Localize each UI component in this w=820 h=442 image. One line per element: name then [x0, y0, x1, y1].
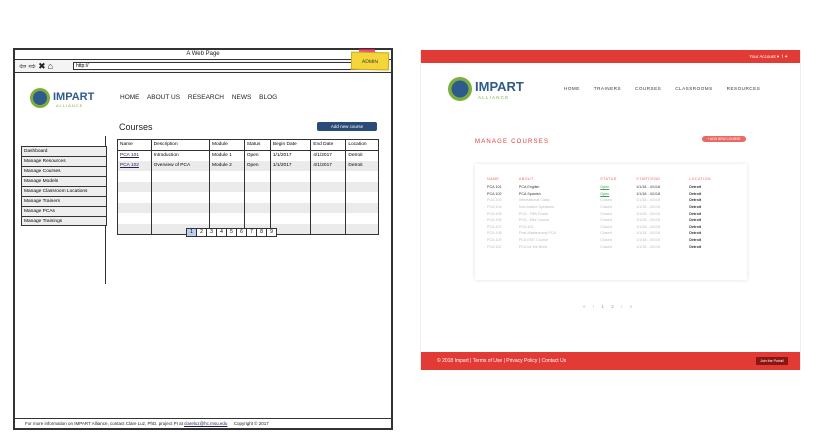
col-name[interactable]: Name	[118, 140, 152, 151]
cell-start-end: 1/1/18 - 4/1/18	[636, 198, 661, 203]
cell-about: PCA - Fifth Grade	[518, 211, 549, 216]
cell-status[interactable]: Closed	[600, 211, 612, 216]
col-name[interactable]: NAME	[487, 177, 500, 181]
table-row[interactable]	[487, 204, 737, 211]
cell-name: PCA 107	[487, 224, 502, 229]
footer-email-link[interactable]: clareluz@hc.msu.edu	[184, 421, 228, 426]
sidebar-item-resources[interactable]: Manage Resources	[21, 156, 107, 166]
add-course-button[interactable]: Add new course	[317, 122, 377, 131]
cell-about: PCA for the Blind	[518, 244, 548, 249]
page-6[interactable]: 6	[236, 228, 247, 237]
cell-status[interactable]: Closed	[600, 218, 612, 223]
table-row[interactable]	[487, 224, 737, 231]
footer-links[interactable]: © 2018 Impart | Terms of Use | Privacy Policy | Contact Us	[437, 358, 567, 364]
cell-name: PCA 103	[487, 198, 502, 203]
cell-location: Detroit	[689, 218, 702, 223]
cell-start-end: 1/1/18 - 4/1/18	[636, 244, 661, 249]
col-location[interactable]: Location	[346, 140, 379, 151]
cell-status: Open	[244, 161, 270, 172]
url-field[interactable]: http://	[73, 62, 359, 70]
courses-table	[117, 139, 379, 235]
cell-name: PCA 109	[487, 238, 502, 243]
cell-status[interactable]: Closed	[600, 238, 612, 243]
cell-status[interactable]: Closed	[600, 205, 612, 210]
cell-about: PCA 101	[518, 224, 534, 229]
cell-location: Detroit	[689, 191, 702, 196]
courses-card	[475, 164, 747, 280]
cell-status[interactable]: Open	[600, 185, 610, 190]
wire-logo-text: IMPART	[53, 91, 95, 103]
cell-location: Detroit	[689, 231, 702, 236]
nav-courses[interactable]: COURSES	[635, 86, 662, 91]
col-end-date[interactable]: End Date	[311, 140, 346, 151]
wireframe-logo	[29, 87, 109, 109]
cell-location: Detroit	[689, 185, 702, 190]
wireframe-footer	[15, 418, 391, 428]
cell-location: Detroit	[689, 198, 702, 203]
empty-row	[118, 171, 379, 182]
add-course-button[interactable]: + ADD NEW COURSE	[702, 136, 746, 142]
sidebar-item-dashboard[interactable]: Dashboard	[21, 146, 107, 156]
cell-start-end: 1/1/18 - 4/1/18	[636, 238, 661, 243]
page-2[interactable]: 2	[196, 228, 207, 237]
cell-status[interactable]: Open	[600, 191, 610, 196]
cell-name: PCA 108	[487, 231, 502, 236]
table-row[interactable]	[118, 150, 379, 161]
table-body	[487, 184, 737, 250]
nav-home[interactable]: HOME	[120, 94, 140, 101]
cell-start-end: 1/1/18 - 4/1/18	[636, 205, 661, 210]
footer-text: For more information on IMPART Alliance, contact Clare Luz, PhD, project PI at	[25, 421, 183, 426]
cell-start-end: 1/1/18 - 4/1/18	[636, 185, 661, 190]
cell-location: Detroit	[689, 238, 702, 243]
footer-copyright: Copyright © 2017	[233, 421, 269, 426]
cell-about: PCA English	[518, 185, 540, 190]
table-row[interactable]	[487, 197, 737, 204]
table-row[interactable]	[487, 237, 737, 244]
mock-logo-text: IMPART	[475, 79, 524, 94]
page-9[interactable]: 9	[266, 228, 277, 237]
empty-row	[118, 203, 379, 214]
col-description[interactable]: Description	[151, 140, 209, 151]
nav-blog[interactable]: BLOG	[259, 94, 278, 101]
sidebar-item-locations[interactable]: Manage Classroom Locations	[21, 186, 107, 196]
cell-location: Detroit	[689, 224, 702, 229]
cell-location: Detroit	[346, 161, 379, 172]
page-title: MANAGE COURSES	[475, 139, 550, 145]
cell-location: Detroit	[689, 211, 702, 216]
cell-end-date: 4/1/2017	[311, 161, 346, 172]
cell-name[interactable]	[118, 150, 152, 161]
wireframe-title-bar: A Web Page	[15, 50, 391, 60]
admin-sticky-note: ADMIN	[351, 52, 389, 71]
nav-home[interactable]: HOME	[564, 86, 580, 91]
page-3[interactable]: 3	[206, 228, 217, 237]
course-link[interactable]: PCA 101	[120, 153, 139, 158]
cell-start-end: 1/1/18 - 4/1/18	[636, 191, 661, 196]
table-row[interactable]	[487, 191, 737, 198]
nav-research[interactable]: RESEARCH	[187, 94, 224, 101]
mockup-logo	[447, 76, 533, 102]
cell-status[interactable]: Closed	[600, 198, 612, 203]
facebook-icon[interactable]: f	[781, 54, 783, 59]
nav-resources[interactable]: RESOURCES	[726, 86, 761, 91]
table-row[interactable]	[487, 184, 737, 191]
cell-location: Detroit	[689, 205, 702, 210]
col-start-end[interactable]: START/END	[636, 177, 661, 181]
mockup-page	[420, 50, 801, 370]
page-5[interactable]: 5	[226, 228, 237, 237]
cell-start-end: 1/1/18 - 4/1/18	[636, 218, 661, 223]
cell-location: Detroit	[689, 244, 702, 249]
table-row[interactable]	[487, 210, 737, 217]
cell-status: Open	[244, 150, 270, 161]
empty-row	[118, 192, 379, 203]
page-title: Courses	[119, 122, 153, 132]
cell-about: International Class	[518, 198, 550, 203]
course-link[interactable]: PCA 102	[120, 163, 139, 169]
cell-name: PCA 105	[487, 211, 502, 216]
wireframe-toolbar	[15, 60, 391, 73]
cell-start-end: 1/1/18 - 4/1/18	[636, 224, 661, 229]
cell-name: PCA 106	[487, 218, 502, 223]
browser-nav-icons[interactable]: ⇦⇨✖⌂	[19, 61, 56, 71]
empty-row	[118, 182, 379, 193]
cell-module: Module 2	[210, 161, 245, 172]
mockup-nav	[564, 86, 774, 91]
table-header-row	[487, 174, 737, 184]
col-status[interactable]: Status	[244, 140, 270, 151]
cell-start-end: 1/1/18 - 4/1/18	[636, 211, 661, 216]
page-4[interactable]: 4	[216, 228, 227, 237]
table-row[interactable]	[118, 161, 379, 172]
twitter-icon[interactable]: ✦	[784, 54, 788, 59]
col-about[interactable]: ABOUT	[518, 177, 534, 181]
cell-name[interactable]	[118, 161, 152, 172]
mock-logo-sub: ALLIANCE	[478, 95, 510, 100]
wireframe-window	[13, 48, 393, 430]
courses-table	[487, 174, 737, 250]
admin-sidebar	[21, 146, 107, 226]
sidebar-item-courses[interactable]: Manage Courses	[21, 166, 107, 176]
cell-status[interactable]: Closed	[600, 224, 612, 229]
sidebar-item-models[interactable]: Manage Models	[21, 176, 107, 186]
cell-about: PCA Spanish	[518, 191, 541, 196]
col-location[interactable]: LOCATION	[689, 177, 711, 181]
sidebar-item-trainings[interactable]: Manage Trainings	[21, 216, 107, 226]
cell-start-end: 1/1/18 - 4/1/18	[636, 231, 661, 236]
pagination[interactable]: « ‹ 1 2 › »	[583, 304, 636, 309]
cell-begin-date: 1/1/2017	[270, 150, 310, 161]
cell-about: Non-Native Speakers	[518, 205, 554, 210]
table-row[interactable]	[487, 217, 737, 224]
cell-about: PCA EMT Course	[518, 238, 548, 243]
table-row[interactable]	[487, 230, 737, 237]
cell-description: Overview of PCA	[151, 161, 209, 172]
pagination	[186, 228, 276, 237]
mockup-footer	[421, 352, 800, 370]
cell-status[interactable]: Closed	[600, 231, 612, 236]
nav-about-us[interactable]: ABOUT US	[146, 94, 181, 101]
col-begin-date[interactable]: Begin Date	[270, 140, 310, 151]
table-header-row	[118, 140, 379, 151]
wire-logo-sub: ALLIANCE	[56, 103, 84, 108]
cell-name: PCA 110	[487, 244, 502, 249]
col-module[interactable]: Module	[210, 140, 245, 151]
cell-name: PCA 102	[487, 191, 502, 196]
cell-description: Introduction	[151, 150, 209, 161]
cell-end-date: 4/1/2017	[311, 150, 346, 161]
cell-status[interactable]: Closed	[600, 244, 612, 249]
nav-trainers[interactable]: TRAINERS	[593, 86, 622, 91]
cell-module: Module 1	[210, 150, 245, 161]
wireframe-nav	[120, 94, 283, 101]
page-8[interactable]: 8	[256, 228, 267, 237]
cell-begin-date: 1/1/2017	[270, 161, 310, 172]
mockup-top-bar	[421, 50, 800, 63]
nav-news[interactable]: NEWS	[231, 94, 252, 101]
empty-row	[118, 213, 379, 224]
sidebar-item-pcas[interactable]: Manage PCAs	[21, 206, 107, 216]
cell-name: PCA 101	[487, 185, 502, 190]
cell-about: Post-Mastectomy PCA	[518, 231, 557, 236]
account-menu[interactable]: Your Account ▾	[749, 54, 780, 59]
page-7[interactable]: 7	[246, 228, 257, 237]
nav-classrooms[interactable]: CLASSROOMS	[675, 86, 713, 91]
page-1[interactable]: 1	[186, 228, 197, 237]
sidebar-item-trainers[interactable]: Manage Trainers	[21, 196, 107, 206]
cell-about: PCA - Mini Course	[518, 218, 550, 223]
cell-name: PCA 104	[487, 205, 502, 210]
cell-location: Detroit	[346, 150, 379, 161]
join-portal-button[interactable]: Join the Portal!	[756, 357, 788, 365]
table-row[interactable]	[487, 243, 737, 250]
col-status[interactable]: STATUS	[600, 177, 617, 181]
